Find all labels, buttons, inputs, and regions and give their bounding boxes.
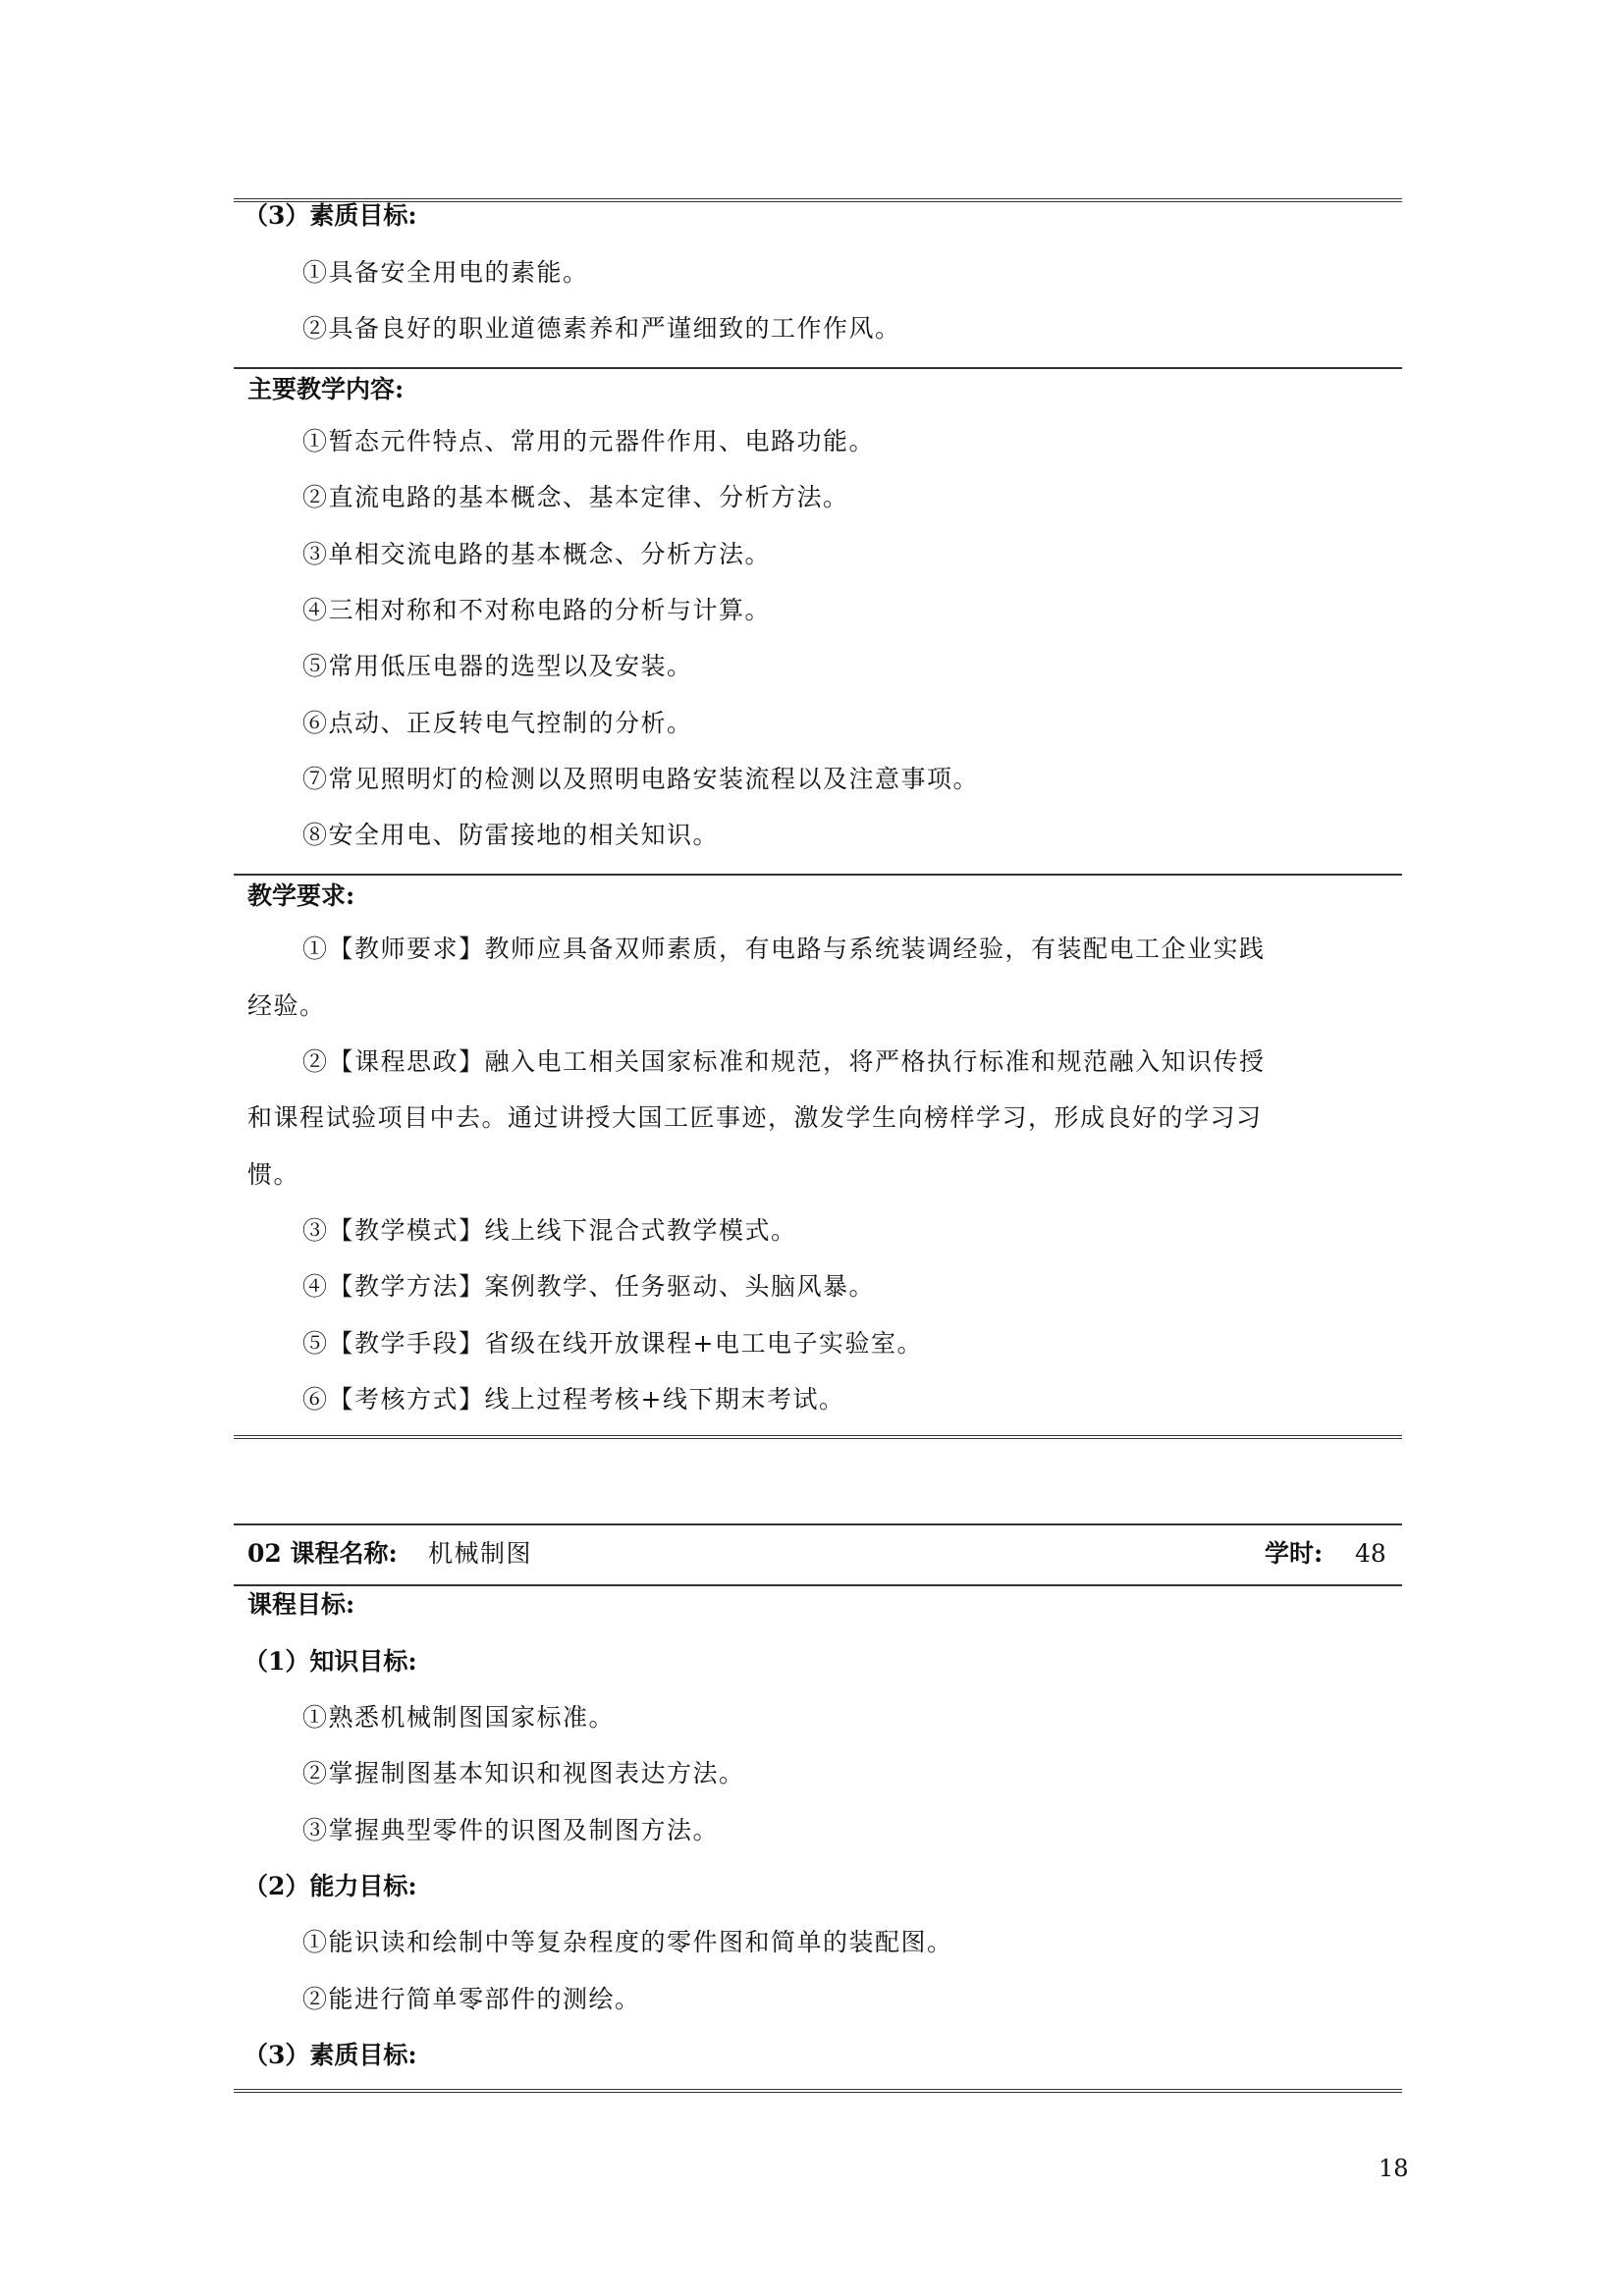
requirement-line: ⑤【教学手段】省级在线开放课程+电工电子实验室。 — [302, 1329, 923, 1358]
quality-item: ②具备良好的职业道德素养和严谨细致的工作作风。 — [302, 314, 901, 343]
course-name-label: 02 课程名称: — [247, 1539, 398, 1568]
divider — [234, 874, 1402, 876]
quality-item: ①具备安全用电的素能。 — [302, 258, 589, 287]
course-header-row — [234, 1523, 1402, 1586]
requirements-heading: 教学要求: — [247, 881, 355, 910]
content-heading: 主要教学内容: — [247, 375, 405, 403]
course-name-value: 机械制图 — [428, 1539, 533, 1568]
requirement-line: ④【教学方法】案例教学、任务驱动、头脑风暴。 — [302, 1272, 876, 1301]
requirement-line: 和课程试验项目中去。通过讲授大国工匠事迹，激发学生向榜样学习，形成良好的学习习 — [247, 1103, 1263, 1132]
page-number: 18 — [1379, 2155, 1409, 2182]
ability-item: ①能识读和绘制中等复杂程度的零件图和简单的装配图。 — [302, 1928, 953, 1956]
content-item: ⑤常用低压电器的选型以及安装。 — [302, 652, 693, 680]
requirement-line: ③【教学模式】线上线下混合式教学模式。 — [302, 1216, 797, 1245]
knowledge-item: ③掌握典型零件的识图及制图方法。 — [302, 1816, 720, 1844]
content-item: ②直流电路的基本概念、基本定律、分析方法。 — [302, 483, 849, 511]
ability-goal-heading: （2）能力目标: — [244, 1872, 417, 1900]
course-hours-label: 学时: — [1265, 1539, 1324, 1568]
course-goals-heading: 课程目标: — [247, 1590, 355, 1619]
content-item: ⑦常见照明灯的检测以及照明电路安装流程以及注意事项。 — [302, 765, 980, 793]
content-item: ③单相交流电路的基本概念、分析方法。 — [302, 540, 772, 568]
course-hours-value: 48 — [1355, 1539, 1386, 1568]
divider — [234, 367, 1402, 369]
content-item: ⑥点动、正反转电气控制的分析。 — [302, 709, 693, 737]
requirement-line: 惯。 — [247, 1160, 300, 1189]
knowledge-item: ①熟悉机械制图国家标准。 — [302, 1703, 616, 1732]
requirement-line: ②【课程思政】融入电工相关国家标准和规范，将严格执行标准和规范融入知识传授 — [302, 1047, 1266, 1076]
quality-goal-heading-2: （3）素质目标: — [244, 2041, 417, 2069]
quality-goal-heading: （3）素质目标: — [244, 201, 417, 230]
knowledge-goal-heading: （1）知识目标: — [244, 1647, 417, 1676]
top-table-border-bottom — [234, 1435, 1402, 1439]
requirement-line: ①【教师要求】教师应具备双师素质，有电路与系统装调经验，有装配电工企业实践 — [302, 934, 1266, 963]
content-item: ④三相对称和不对称电路的分析与计算。 — [302, 596, 772, 624]
knowledge-item: ②掌握制图基本知识和视图表达方法。 — [302, 1759, 745, 1788]
requirement-line: ⑥【考核方式】线上过程考核+线下期末考试。 — [302, 1385, 845, 1414]
ability-item: ②能进行简单零部件的测绘。 — [302, 1985, 641, 2013]
content-item: ⑧安全用电、防雷接地的相关知识。 — [302, 821, 720, 849]
course2-table-border-bottom — [234, 2089, 1402, 2093]
requirement-line: 经验。 — [247, 991, 326, 1020]
content-item: ①暂态元件特点、常用的元器件作用、电路功能。 — [302, 427, 876, 455]
